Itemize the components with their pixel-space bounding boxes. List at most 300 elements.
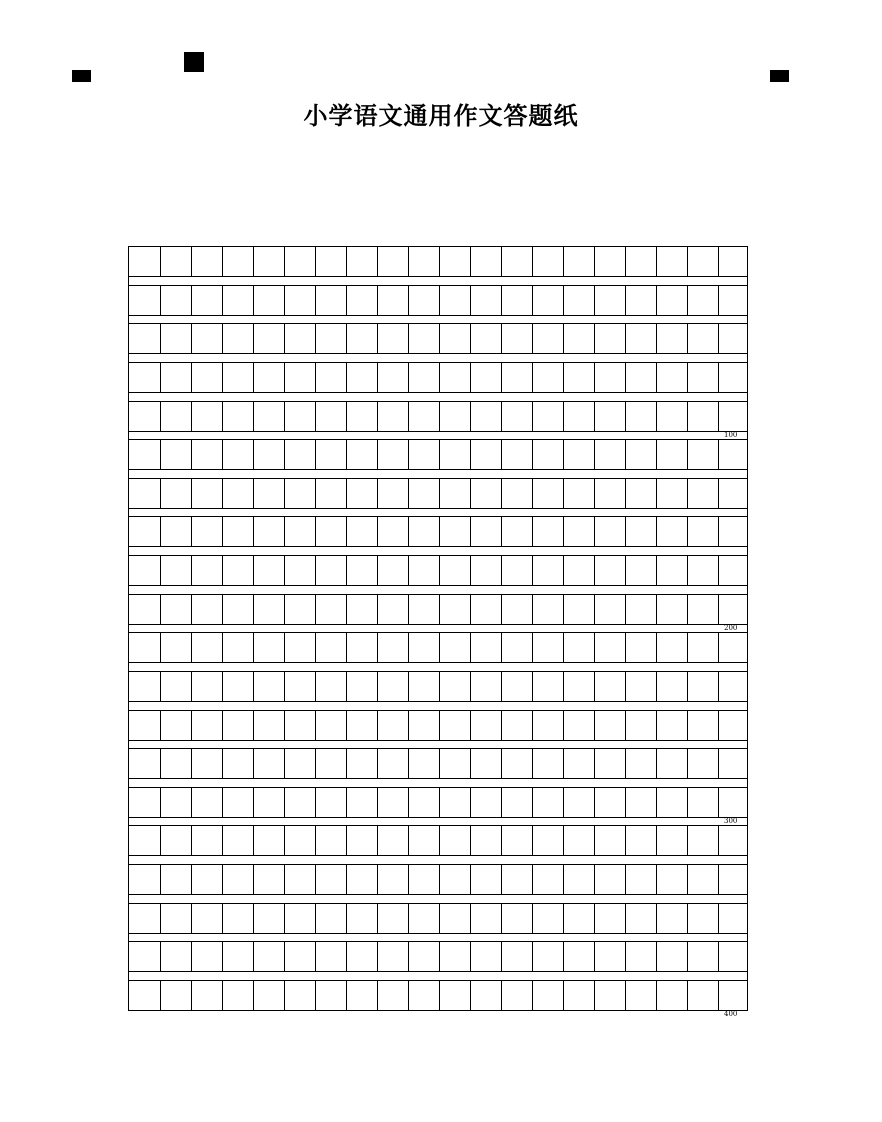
cell-divider: [439, 479, 440, 508]
cell-divider: [222, 479, 223, 508]
row-spacer: [128, 779, 748, 787]
cell-divider: [253, 633, 254, 662]
cell-divider: [656, 595, 657, 624]
cell-divider: [315, 595, 316, 624]
cell-divider: [687, 749, 688, 778]
cell-divider: [594, 286, 595, 315]
cell-divider: [687, 672, 688, 701]
cell-divider: [470, 672, 471, 701]
cell-divider: [594, 556, 595, 585]
cell-divider: [563, 711, 564, 740]
cell-divider: [594, 633, 595, 662]
cell-divider: [563, 286, 564, 315]
cell-divider: [377, 672, 378, 701]
cell-divider: [563, 672, 564, 701]
cell-divider: [439, 556, 440, 585]
cell-divider: [408, 363, 409, 392]
cell-divider: [377, 247, 378, 276]
cell-divider: [222, 711, 223, 740]
cell-divider: [470, 826, 471, 855]
cell-divider: [253, 479, 254, 508]
cell-divider: [346, 826, 347, 855]
cell-divider: [594, 749, 595, 778]
row-spacer: [128, 277, 748, 285]
row-spacer: [128, 470, 748, 478]
cell-divider: [408, 440, 409, 469]
cell-divider: [501, 517, 502, 546]
cell-divider: [718, 672, 719, 701]
cell-divider: [687, 479, 688, 508]
cell-divider: [532, 904, 533, 933]
cell-divider: [625, 402, 626, 431]
cell-divider: [253, 749, 254, 778]
grid-row: [128, 439, 748, 470]
cell-divider: [594, 672, 595, 701]
cell-divider: [656, 826, 657, 855]
cell-divider: [315, 672, 316, 701]
grid-row: [128, 980, 748, 1011]
cell-divider: [346, 981, 347, 1010]
cell-divider: [160, 942, 161, 971]
cell-divider: [687, 981, 688, 1010]
cell-divider: [315, 517, 316, 546]
cell-divider: [532, 324, 533, 353]
cell-divider: [408, 904, 409, 933]
cell-divider: [532, 556, 533, 585]
cell-divider: [377, 324, 378, 353]
cell-divider: [563, 556, 564, 585]
cell-divider: [160, 556, 161, 585]
cell-divider: [191, 942, 192, 971]
cell-divider: [687, 595, 688, 624]
cell-divider: [222, 826, 223, 855]
cell-divider: [160, 440, 161, 469]
cell-divider: [687, 286, 688, 315]
cell-divider: [439, 633, 440, 662]
cell-divider: [594, 788, 595, 817]
registration-mark-right: [770, 70, 789, 82]
cell-divider: [160, 788, 161, 817]
cell-divider: [160, 402, 161, 431]
cell-divider: [222, 286, 223, 315]
cell-divider: [532, 363, 533, 392]
grid-row: [128, 941, 748, 972]
cell-divider: [625, 981, 626, 1010]
cell-divider: [656, 440, 657, 469]
cell-divider: [222, 440, 223, 469]
cell-divider: [470, 402, 471, 431]
cell-divider: [191, 865, 192, 894]
cell-divider: [532, 440, 533, 469]
cell-divider: [594, 440, 595, 469]
cell-divider: [501, 286, 502, 315]
cell-divider: [346, 633, 347, 662]
cell-divider: [470, 517, 471, 546]
cell-divider: [191, 633, 192, 662]
cell-divider: [718, 324, 719, 353]
cell-divider: [315, 440, 316, 469]
cell-divider: [253, 865, 254, 894]
cell-divider: [377, 556, 378, 585]
cell-divider: [253, 556, 254, 585]
cell-divider: [377, 981, 378, 1010]
grid-row: [128, 555, 748, 586]
cell-divider: [253, 981, 254, 1010]
cell-divider: [594, 247, 595, 276]
cell-divider: [470, 247, 471, 276]
cell-divider: [284, 556, 285, 585]
grid-row: [128, 748, 748, 779]
cell-divider: [718, 247, 719, 276]
cell-divider: [439, 672, 440, 701]
cell-divider: [656, 749, 657, 778]
cell-divider: [656, 981, 657, 1010]
cell-divider: [563, 363, 564, 392]
cell-divider: [253, 826, 254, 855]
cell-divider: [501, 749, 502, 778]
cell-divider: [687, 402, 688, 431]
cell-divider: [656, 672, 657, 701]
cell-divider: [253, 363, 254, 392]
cell-divider: [718, 595, 719, 624]
cell-divider: [625, 826, 626, 855]
cell-divider: [315, 711, 316, 740]
cell-divider: [625, 865, 626, 894]
cell-divider: [687, 247, 688, 276]
cell-divider: [253, 247, 254, 276]
cell-divider: [191, 324, 192, 353]
cell-divider: [160, 981, 161, 1010]
grid-row: [128, 710, 748, 741]
grid-row: [128, 285, 748, 316]
cell-divider: [191, 479, 192, 508]
cell-divider: [408, 711, 409, 740]
cell-divider: [346, 749, 347, 778]
cell-divider: [408, 672, 409, 701]
cell-divider: [563, 479, 564, 508]
grid-row: [128, 903, 748, 934]
cell-divider: [346, 904, 347, 933]
cell-divider: [284, 324, 285, 353]
cell-divider: [594, 479, 595, 508]
cell-divider: [439, 363, 440, 392]
cell-divider: [470, 286, 471, 315]
cell-divider: [532, 517, 533, 546]
cell-divider: [625, 711, 626, 740]
cell-divider: [222, 788, 223, 817]
cell-divider: [346, 247, 347, 276]
row-spacer: [128, 316, 748, 324]
cell-divider: [439, 749, 440, 778]
cell-divider: [625, 633, 626, 662]
cell-divider: [315, 286, 316, 315]
cell-divider: [160, 479, 161, 508]
cell-divider: [718, 942, 719, 971]
cell-divider: [563, 981, 564, 1010]
cell-divider: [532, 749, 533, 778]
cell-divider: [408, 402, 409, 431]
cell-divider: [563, 324, 564, 353]
cell-divider: [222, 556, 223, 585]
cell-divider: [718, 904, 719, 933]
cell-divider: [532, 788, 533, 817]
cell-divider: [501, 942, 502, 971]
cell-divider: [160, 595, 161, 624]
cell-divider: [315, 479, 316, 508]
cell-divider: [284, 788, 285, 817]
registration-mark-top: [184, 52, 204, 72]
cell-divider: [284, 749, 285, 778]
cell-divider: [656, 904, 657, 933]
cell-divider: [284, 865, 285, 894]
cell-divider: [253, 788, 254, 817]
cell-divider: [346, 711, 347, 740]
cell-divider: [377, 826, 378, 855]
cell-divider: [532, 981, 533, 1010]
cell-divider: [315, 865, 316, 894]
cell-divider: [346, 556, 347, 585]
cell-divider: [222, 981, 223, 1010]
cell-divider: [222, 904, 223, 933]
row-spacer: [128, 393, 748, 401]
cell-divider: [718, 363, 719, 392]
cell-divider: [377, 865, 378, 894]
cell-divider: [315, 788, 316, 817]
cell-divider: [284, 942, 285, 971]
cell-divider: [253, 402, 254, 431]
cell-divider: [315, 749, 316, 778]
cell-divider: [470, 981, 471, 1010]
cell-divider: [718, 711, 719, 740]
cell-divider: [439, 826, 440, 855]
cell-divider: [656, 942, 657, 971]
cell-divider: [346, 595, 347, 624]
cell-divider: [718, 633, 719, 662]
cell-divider: [501, 595, 502, 624]
cell-divider: [160, 904, 161, 933]
cell-divider: [315, 633, 316, 662]
cell-divider: [687, 363, 688, 392]
cell-divider: [408, 749, 409, 778]
cell-divider: [191, 672, 192, 701]
cell-divider: [470, 904, 471, 933]
cell-divider: [253, 286, 254, 315]
cell-divider: [160, 711, 161, 740]
cell-divider: [687, 517, 688, 546]
cell-divider: [501, 826, 502, 855]
cell-divider: [346, 440, 347, 469]
cell-divider: [501, 865, 502, 894]
cell-divider: [346, 672, 347, 701]
cell-divider: [470, 479, 471, 508]
cell-divider: [718, 826, 719, 855]
cell-divider: [687, 324, 688, 353]
cell-divider: [408, 556, 409, 585]
cell-divider: [377, 711, 378, 740]
cell-divider: [284, 363, 285, 392]
cell-divider: [563, 595, 564, 624]
cell-divider: [346, 286, 347, 315]
grid-row: [128, 362, 748, 393]
cell-divider: [346, 402, 347, 431]
word-count-label: 300: [724, 817, 738, 826]
cell-divider: [160, 633, 161, 662]
cell-divider: [625, 440, 626, 469]
cell-divider: [501, 981, 502, 1010]
cell-divider: [501, 402, 502, 431]
cell-divider: [687, 788, 688, 817]
cell-divider: [718, 286, 719, 315]
cell-divider: [315, 402, 316, 431]
cell-divider: [625, 286, 626, 315]
cell-divider: [687, 942, 688, 971]
cell-divider: [160, 865, 161, 894]
cell-divider: [687, 556, 688, 585]
cell-divider: [253, 324, 254, 353]
cell-divider: [439, 788, 440, 817]
grid-row: [128, 864, 748, 895]
row-spacer: [128, 586, 748, 594]
cell-divider: [284, 479, 285, 508]
cell-divider: [563, 749, 564, 778]
row-spacer: [128, 972, 748, 980]
writing-grid: [128, 246, 748, 1019]
row-spacer: [128, 818, 748, 826]
cell-divider: [253, 904, 254, 933]
cell-divider: [532, 672, 533, 701]
cell-divider: [315, 247, 316, 276]
cell-divider: [377, 595, 378, 624]
row-spacer: [128, 509, 748, 517]
cell-divider: [377, 942, 378, 971]
cell-divider: [160, 247, 161, 276]
cell-divider: [191, 595, 192, 624]
cell-divider: [191, 749, 192, 778]
cell-divider: [532, 942, 533, 971]
cell-divider: [470, 788, 471, 817]
cell-divider: [377, 402, 378, 431]
cell-divider: [191, 711, 192, 740]
cell-divider: [532, 479, 533, 508]
cell-divider: [532, 826, 533, 855]
cell-divider: [470, 440, 471, 469]
cell-divider: [284, 517, 285, 546]
cell-divider: [563, 942, 564, 971]
cell-divider: [191, 363, 192, 392]
cell-divider: [160, 749, 161, 778]
grid-row: [128, 323, 748, 354]
row-spacer: [128, 702, 748, 710]
cell-divider: [408, 865, 409, 894]
cell-divider: [408, 595, 409, 624]
cell-divider: [470, 942, 471, 971]
row-spacer: [128, 934, 748, 942]
cell-divider: [191, 440, 192, 469]
cell-divider: [377, 904, 378, 933]
cell-divider: [594, 865, 595, 894]
grid-row: [128, 401, 748, 432]
cell-divider: [718, 981, 719, 1010]
grid-row: [128, 671, 748, 702]
cell-divider: [594, 904, 595, 933]
cell-divider: [501, 633, 502, 662]
cell-divider: [315, 324, 316, 353]
cell-divider: [346, 479, 347, 508]
cell-divider: [284, 440, 285, 469]
cell-divider: [222, 749, 223, 778]
cell-divider: [501, 904, 502, 933]
cell-divider: [284, 633, 285, 662]
cell-divider: [563, 402, 564, 431]
cell-divider: [501, 247, 502, 276]
cell-divider: [315, 981, 316, 1010]
cell-divider: [718, 479, 719, 508]
cell-divider: [625, 749, 626, 778]
cell-divider: [222, 363, 223, 392]
cell-divider: [377, 788, 378, 817]
cell-divider: [594, 363, 595, 392]
cell-divider: [408, 286, 409, 315]
cell-divider: [439, 595, 440, 624]
cell-divider: [377, 749, 378, 778]
cell-divider: [284, 711, 285, 740]
cell-divider: [501, 672, 502, 701]
cell-divider: [160, 363, 161, 392]
cell-divider: [625, 595, 626, 624]
cell-divider: [594, 517, 595, 546]
cell-divider: [594, 826, 595, 855]
cell-divider: [408, 479, 409, 508]
grid-row: [128, 516, 748, 547]
cell-divider: [408, 942, 409, 971]
cell-divider: [625, 904, 626, 933]
cell-divider: [470, 595, 471, 624]
cell-divider: [656, 517, 657, 546]
cell-divider: [222, 672, 223, 701]
cell-divider: [160, 286, 161, 315]
cell-divider: [439, 711, 440, 740]
cell-divider: [160, 517, 161, 546]
cell-divider: [470, 749, 471, 778]
cell-divider: [222, 942, 223, 971]
cell-divider: [253, 942, 254, 971]
cell-divider: [625, 479, 626, 508]
cell-divider: [656, 633, 657, 662]
cell-divider: [594, 711, 595, 740]
cell-divider: [687, 904, 688, 933]
cell-divider: [687, 865, 688, 894]
cell-divider: [191, 286, 192, 315]
cell-divider: [284, 402, 285, 431]
cell-divider: [625, 324, 626, 353]
cell-divider: [191, 247, 192, 276]
cell-divider: [439, 942, 440, 971]
cell-divider: [687, 633, 688, 662]
grid-row: [128, 594, 748, 625]
cell-divider: [501, 556, 502, 585]
cell-divider: [408, 788, 409, 817]
cell-divider: [284, 247, 285, 276]
cell-divider: [284, 595, 285, 624]
cell-divider: [284, 904, 285, 933]
cell-divider: [718, 517, 719, 546]
cell-divider: [656, 711, 657, 740]
cell-divider: [439, 324, 440, 353]
cell-divider: [408, 633, 409, 662]
cell-divider: [377, 440, 378, 469]
cell-divider: [532, 865, 533, 894]
cell-divider: [532, 286, 533, 315]
